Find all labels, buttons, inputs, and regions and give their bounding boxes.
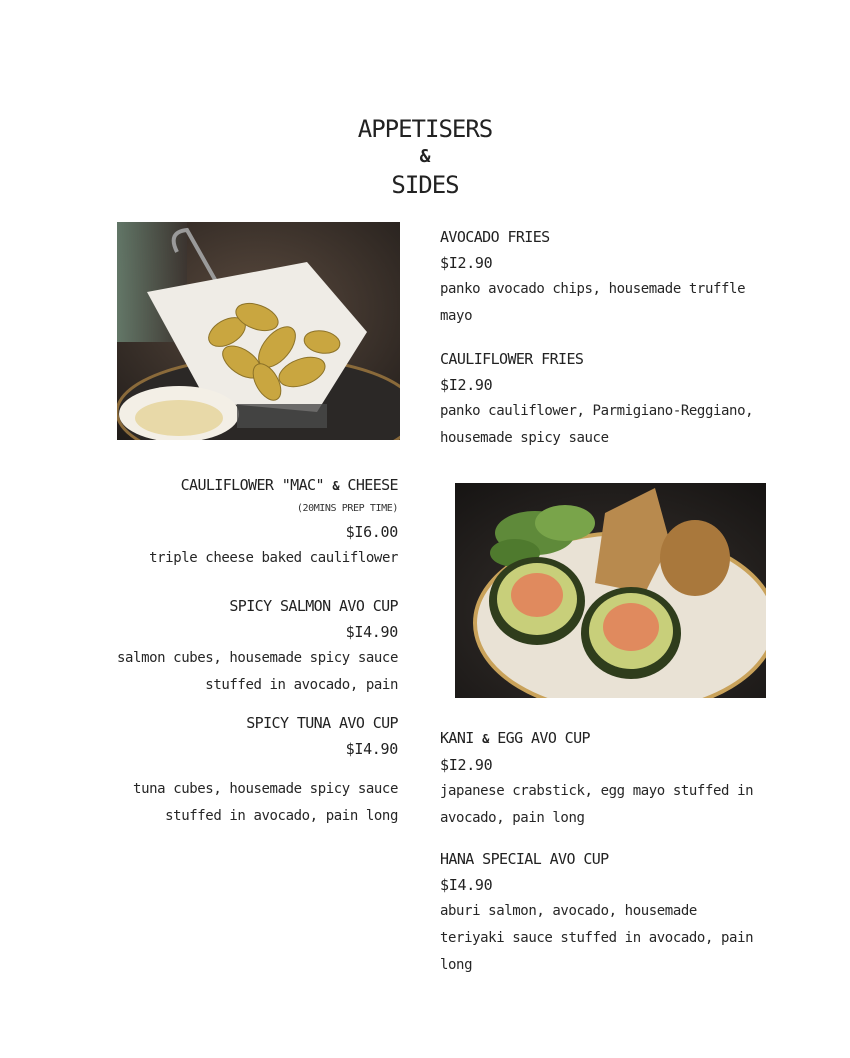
item-price: $I2.90: [440, 376, 493, 394]
avo-cup-photo: [455, 483, 766, 698]
item-price: $I2.90: [440, 254, 493, 272]
item-name-ampersand: &: [332, 479, 339, 493]
item-description-line: avocado, pain long: [440, 810, 585, 826]
item-description-line: japanese crabstick, egg mayo stuffed in: [440, 783, 754, 799]
item-name: CAULIFLOWER FRIES: [440, 350, 584, 368]
item-description-line: long: [440, 957, 473, 973]
item-name-part: CHEESE: [347, 476, 398, 494]
avocado-fries-photo: [117, 222, 400, 440]
menu-section-title: [0, 114, 850, 200]
item-description-line: stuffed in avocado, pain: [205, 677, 398, 693]
menu-item-spicy-salmon-avo-cup: [18, 593, 398, 699]
item-price: $I4.90: [345, 623, 398, 641]
item-price: $I4.90: [440, 876, 493, 894]
menu-item-kani-egg-avo-cup: [440, 725, 820, 832]
title-ampersand: &: [419, 146, 431, 167]
item-price: $I2.90: [440, 756, 493, 774]
item-description-line: triple cheese baked cauliflower: [149, 550, 398, 566]
menu-item-avocado-fries: [440, 224, 820, 330]
menu-item-hana-special-avo-cup: [440, 846, 820, 979]
item-name: [440, 725, 820, 752]
item-description-line: aburi salmon, avocado, housemade: [440, 903, 697, 919]
item-description-line: panko avocado chips, housemade truffle: [440, 281, 746, 297]
item-price: $I6.00: [345, 523, 398, 541]
item-price: $I4.90: [345, 740, 398, 758]
item-name-part: CAULIFLOWER "MAC": [180, 476, 324, 494]
menu-item-cauliflower-mac-cheese: [58, 472, 398, 572]
item-description-line: salmon cubes, housemade spicy sauce: [116, 650, 398, 666]
item-description-line: panko cauliflower, Parmigiano-Reggiano,: [440, 403, 754, 419]
item-description-line: teriyaki sauce stuffed in avocado, pain: [440, 930, 754, 946]
title-appetisers: APPETISERS: [357, 115, 493, 143]
item-name: SPICY SALMON AVO CUP: [229, 597, 398, 615]
item-description-line: tuna cubes, housemade spicy sauce: [133, 781, 398, 797]
item-description-line: housemade spicy sauce: [440, 430, 609, 446]
item-name-part: KANI: [440, 729, 474, 747]
item-name: HANA SPECIAL AVO CUP: [440, 850, 609, 868]
title-sides: SIDES: [391, 171, 459, 199]
item-name-part: EGG AVO CUP: [497, 729, 590, 747]
item-name: [58, 472, 398, 499]
item-description-line: mayo: [440, 308, 473, 324]
item-name: AVOCADO FRIES: [440, 228, 550, 246]
menu-item-cauliflower-fries: [440, 346, 820, 452]
item-prep-note: (20MINS PREP TIME): [296, 503, 398, 514]
menu-item-spicy-tuna-avo-cup: [58, 710, 398, 830]
item-name-ampersand: &: [482, 732, 489, 746]
item-name: SPICY TUNA AVO CUP: [246, 714, 398, 732]
item-description-line: stuffed in avocado, pain long: [165, 808, 398, 824]
